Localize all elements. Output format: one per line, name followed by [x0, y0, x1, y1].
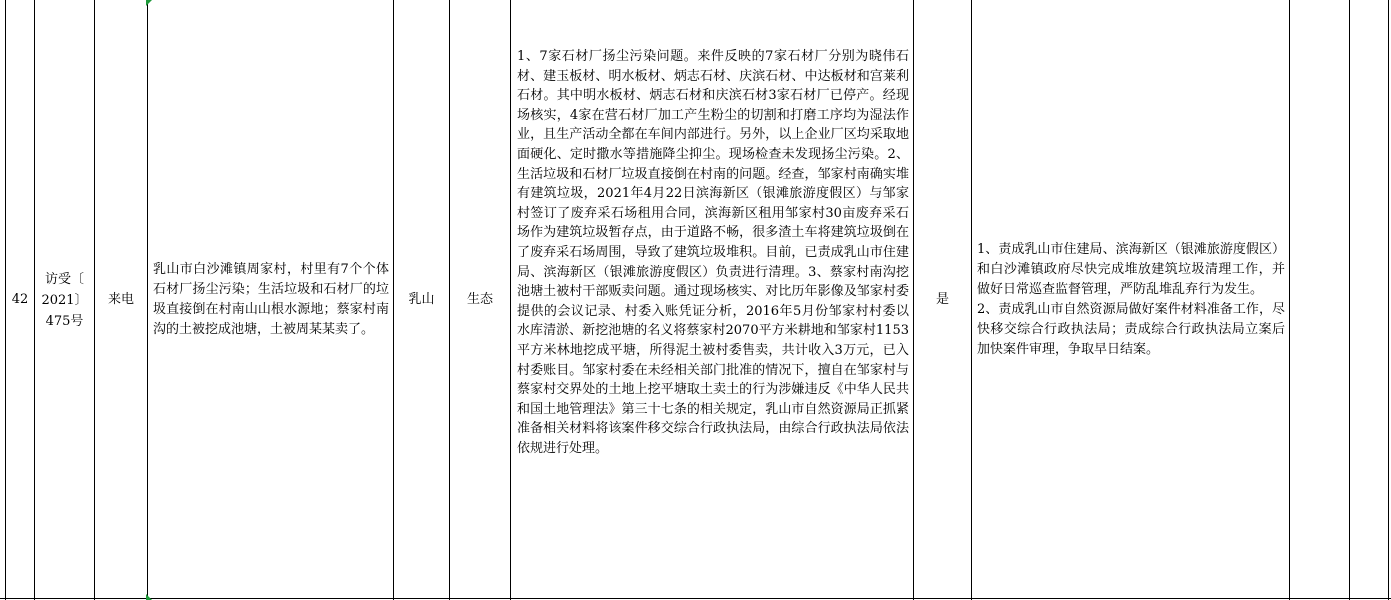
cell-complaint[interactable] [148, 0, 393, 600]
substantiated-text: 是 [935, 292, 949, 307]
district-text: 乳山 [408, 292, 435, 307]
cell-11[interactable] [1290, 0, 1349, 600]
cell-substantiated[interactable] [914, 0, 971, 600]
index-text: 42 [11, 292, 29, 307]
complaint-text: 乳山市白沙滩镇周家村，村里有7个个体石材厂扬尘污染；生活垃圾和石材厂的垃圾直接倒在村南山山根水源地；蔡家村南沟的土被挖成池塘，土被周某某卖了。 [153, 262, 389, 337]
cell-source[interactable] [95, 0, 147, 600]
grid-line [1388, 0, 1389, 600]
cell-case-no[interactable] [35, 0, 94, 600]
cell-measures[interactable] [972, 0, 1289, 600]
measures-text: 1、责成乳山市住建局、滨海新区（银滩旅游度假区）和白沙滩镇政府尽快完成堆放建筑垃圾清理工作，并做好日常巡查监督管理，严防乱堆乱弃行为发生。 2、责成乳山市自然资源局做好案件材料准备工作，尽快移交综合行政执法局；责成综合行政执法局立案后加快案件审理，争取早日结案。 [977, 242, 1285, 357]
cell-12[interactable] [1350, 0, 1388, 600]
cell-index[interactable] [6, 0, 34, 600]
cell-investigation[interactable] [511, 0, 913, 600]
investigation-text: 1、7家石材厂扬尘污染问题。来件反映的7家石材厂分别为晓伟石材、建玉板材、明水板材、炳志石材、庆滨石材、中达板材和宫莱利石材。其中明水板材、炳志石材和庆滨石材3家石材厂已停产。经现场核实，4家在营石材厂加工产生粉尘的切割和打磨工序均为湿法作业，且生产活动全都在车间内部进行。另外，以上企业厂区均采取地面硬化、定时撒水等措施降尘抑尘。现场检查未发现扬尘污染。2、生活垃圾和石材厂垃圾直接倒在村南的问题。经查，邹家村南确实堆有建筑垃圾，2021年4月22日滨海新区（银滩旅游度假区）与邹家村签订了废弃采石场租用合同，滨海新区租用邹家村30亩废弃采石场作为建筑垃圾暂存点，由于道路不畅，很多渣土车将建筑垃圾倒在了废弃采石场周围，导致了建筑垃圾堆积。目前，已责成乳山市住建局、滨海新区（银滩旅游度假区）负责进行清理。3、蔡家村南沟挖池塘土被村干部贩卖问题。通过现场核实、对比历年影像及邹家村委提供的会议记录、村委入账凭证分析，2016年5月份邹家村村委以水库清淤、新挖池塘的名义将蔡家村2070平方米耕地和邹家村1153平方米林地挖成平塘，所得泥土被村委售卖，共计收入3万元，已入村委账目。邹家村委在未经相关部门批准的情况下，擅自在邹家村与蔡家村交界处的土地上挖平塘取土卖土的行为涉嫌违反《中华人民共和国土地管理法》第三十七条的相关规定，乳山市自然资源局正抓紧准备相关材料将该案件移交综合行政执法局，由综合行政执法局依法依规进行处理。 [517, 49, 909, 456]
source-text: 来电 [107, 292, 134, 307]
category-text: 生态 [466, 292, 493, 307]
cell-district[interactable] [394, 0, 449, 600]
case-no-text: 访受〔 2021〕 475号 [41, 271, 88, 329]
cell-category[interactable] [450, 0, 510, 600]
